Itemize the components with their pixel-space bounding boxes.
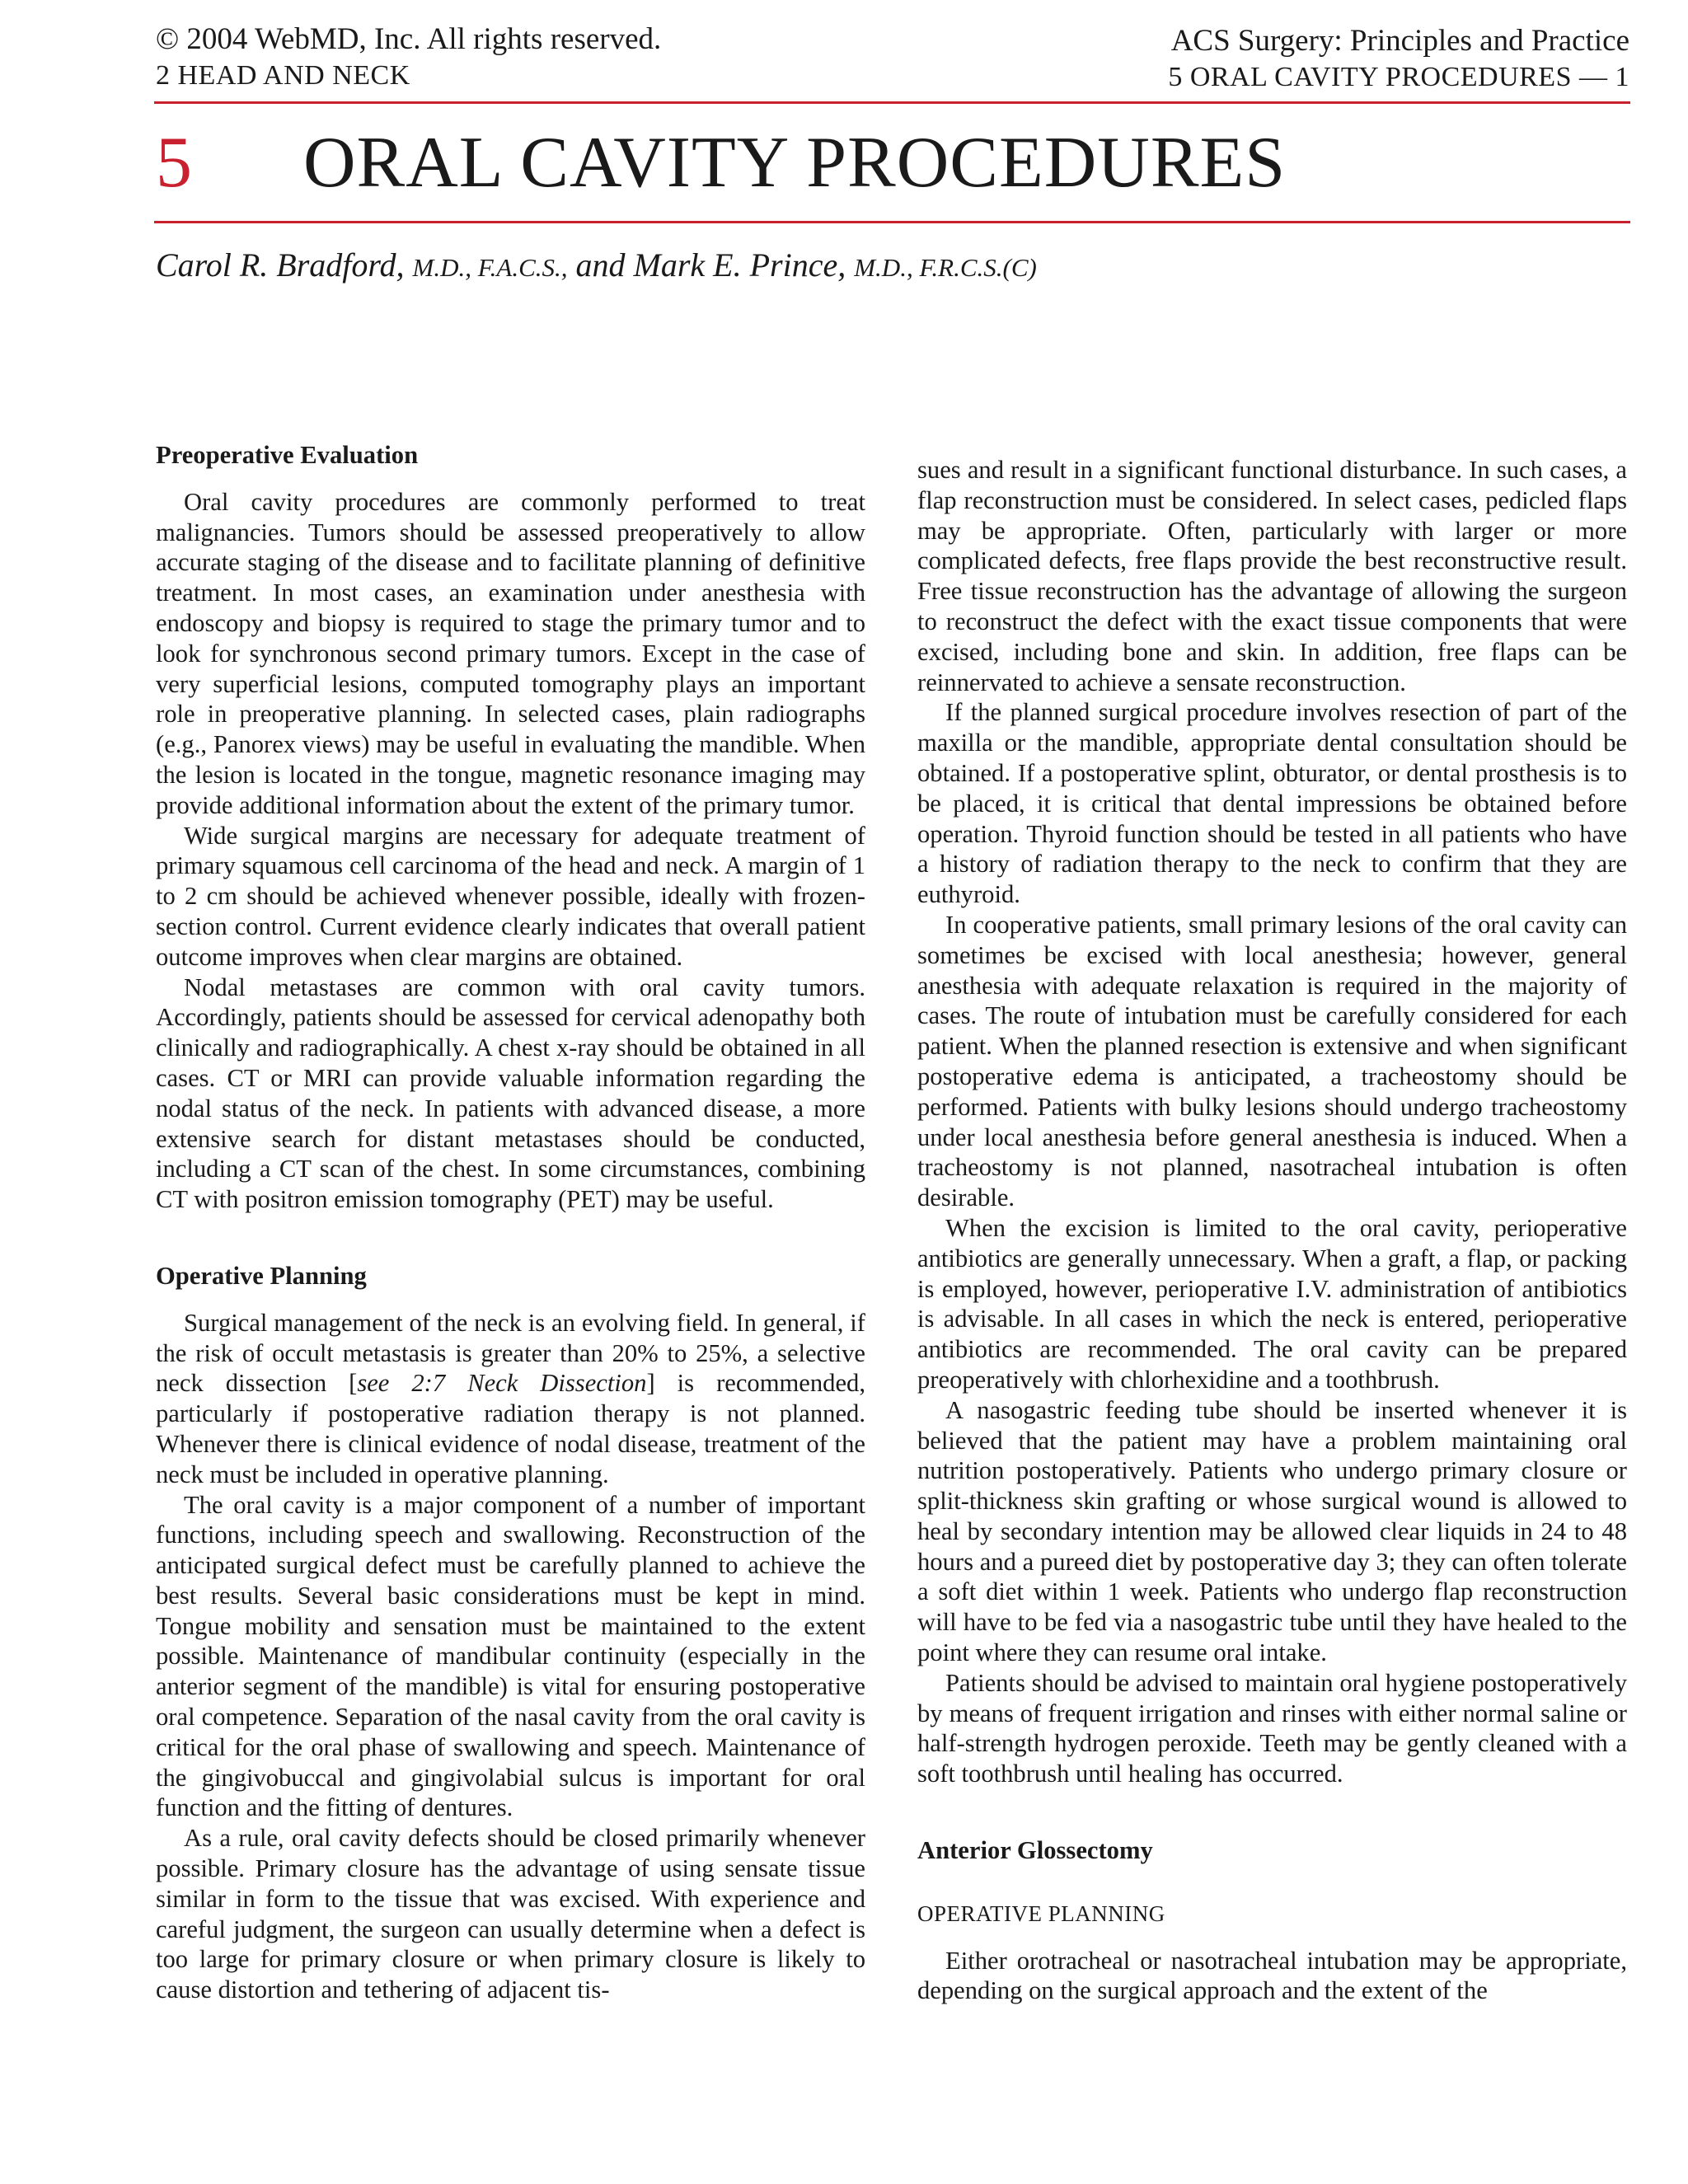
- section-heading-anterior-glossectomy: Anterior Glossectomy: [917, 1836, 1153, 1865]
- subheading-operative-planning: OPERATIVE PLANNING: [917, 1900, 1165, 1926]
- paragraph: sues and result in a significant functional disturbance. In such cases, a flap reconstruction must be considered. In select cases, pedicled flaps may be appropriate. Often, particularly with larger or more complicated defects, free flaps provide the best reconstructive result. Free tissue reconstruction has the advantage of allowing the surgeon to reconstruct the defect with the exact tissue components that were excised, including bone and skin. In addition, free flaps can be reinnervated to achieve a sensate reconstruction.: [917, 456, 1627, 696]
- chapter-title: ORAL CAVITY PROCEDURES: [303, 123, 1287, 203]
- author-1-name: Carol R. Bradford,: [156, 246, 405, 284]
- paragraph: Wide surgical margins are necessary for adequate treatment of primary squamous cell carcinoma of the head and neck. A margin of 1 to 2 cm should be achieved whenever possible, ideally with frozen-section control. Current evidence clearly indicates that overall patient outcome improves when clear margins are obtained.: [156, 821, 865, 971]
- author-2-name: Mark E. Prince,: [633, 246, 846, 284]
- paragraph: Patients should be advised to maintain oral hygiene postoperatively by means of frequent irrigation and rinses with either normal saline or half-strength hydrogen peroxide. Teeth may be gently cleaned with a soft toothbrush until healing has occurred.: [917, 1668, 1627, 1788]
- paragraph: If the planned surgical procedure involves resection of part of the maxilla or the mandible, appropriate dental consultation should be obtained. If a postoperative splint, obturator, or dental prosthesis is to be placed, it is critical that dental impressions be obtained before operation. Thyroid function should be tested in all patients who have a history of radiation therapy to the neck to confirm that they are euthyroid.: [917, 698, 1627, 909]
- chapter-page-label: 5 ORAL CAVITY PROCEDURES — 1: [1168, 62, 1629, 92]
- paragraph: Nodal metastases are common with oral cavity tumors. Accordingly, patients should be assessed for cervical adenopathy both clinically and radiographically. A chest x-ray should be obtained in all cases. CT or MRI can provide valuable information regarding the nodal status of the neck. In patients with advanced disease, a more extensive search for distant metastases should be conducted, including a CT scan of the chest. In some circumstances, combining CT with positron emission tomography (PET) may be useful.: [156, 972, 865, 1214]
- paragraph: Either orotracheal or nasotracheal intubation may be appropriate, depending on the surgical approach and the extent of the: [917, 1946, 1627, 2005]
- paragraph: A nasogastric feeding tube should be inserted whenever it is believed that the patient may have a problem maintaining oral nutrition postoperatively. Patients who undergo primary closure or split-thickness skin grafting or whose surgical wound is allowed to heal by secondary intention may be allowed clear liquids in 24 to 48 hours and a pureed diet by postoperative day 3; they can often tolerate a soft diet within 1 week. Patients who undergo flap reconstruction will have to be fed via a nasogastric tube until they have healed to the point where they can resume oral intake.: [917, 1395, 1627, 1667]
- copyright-line: © 2004 WebMD, Inc. All rights reserved.: [156, 22, 662, 56]
- section-heading-preoperative-evaluation: Preoperative Evaluation: [156, 441, 419, 469]
- right-column: [917, 455, 1627, 2006]
- author-1-credentials: M.D., F.A.C.S.,: [412, 253, 568, 282]
- left-column: [156, 440, 865, 2005]
- paragraph: When the excision is limited to the oral cavity, perioperative antibiotics are generally unnecessary. When a graft, a flap, or packing is employed, however, perioperative I.V. administration of antibiotics is advisable. In all cases in which the neck is entered, perioperative antibiotics are recommended. The oral cavity can be prepared preoperatively with chlorhexidine and a toothbrush.: [917, 1213, 1627, 1394]
- paragraph: In cooperative patients, small primary lesions of the oral cavity can sometimes be excised with local anesthesia; however, general anesthesia with adequate relaxation is required in the majority of cases. The route of intubation must be carefully considered for each patient. When the planned resection is extensive and when significant postoperative edema is anticipated, a tracheostomy should be performed. Patients with bulky lesions should undergo tracheostomy under local anesthesia before general anesthesia is induced. When a tracheostomy is not planned, nasotracheal intubation is often desirable.: [917, 910, 1627, 1212]
- paragraph-text: Surgical management of the neck is an evolving field. In general, if the risk of occult metastasis is greater than 20% to 25%, a selective neck dissection [: [156, 1308, 865, 1398]
- author-line: [156, 245, 1037, 288]
- header-rule: [154, 101, 1630, 104]
- cross-reference-link[interactable]: see 2:7 Neck Dissection: [357, 1369, 647, 1398]
- section-label: 2 HEAD AND NECK: [156, 60, 410, 91]
- running-header-left: [156, 21, 661, 94]
- title-rule: [154, 221, 1630, 223]
- paragraph: As a rule, oral cavity defects should be closed primarily whenever possible. Primary closure has the advantage of using sensate tissue similar in form to the tissue that was excised. With experience and careful judgment, the surgeon can usually determine when a defect is too large for primary closure or when primary closure is likely to cause distortion and tethering of adjacent tis-: [156, 1824, 865, 2004]
- chapter-number: 5: [156, 123, 192, 203]
- section-heading-operative-planning: Operative Planning: [156, 1261, 367, 1290]
- author-conjunction: and: [575, 246, 626, 284]
- author-2-credentials: M.D., F.R.C.S.(C): [854, 253, 1037, 282]
- paragraph-text: ] is recommended, particularly if postoperative radiation therapy is not planned. Whenever there is clinical evidence of nodal disease, treatment of the neck must be included in operative planning.: [156, 1369, 865, 1488]
- book-title: ACS Surgery: Principles and Practice: [1170, 24, 1629, 58]
- running-header-right: [1168, 23, 1629, 96]
- paragraph: Oral cavity procedures are commonly performed to treat malignancies. Tumors should be assessed preoperatively to allow accurate staging of the disease and to facilitate planning of definitive treatment. In most cases, an examination under anesthesia with endoscopy and biopsy is required to stage the primary tumor and to look for synchronous second primary tumors. Except in the case of very superficial lesions, computed tomography plays an important role in preoperative planning. In selected cases, plain radiographs (e.g., Panorex views) may be useful in evaluating the mandible. When the lesion is located in the tongue, magnetic resonance imaging may provide additional information about the extent of the primary tumor.: [156, 487, 865, 819]
- paragraph: The oral cavity is a major component of a number of important functions, including speech and swallowing. Reconstruction of the anticipated surgical defect must be carefully planned to achieve the best results. Several basic considerations must be kept in mind. Tongue mobility and sensation must be maintained to the extent possible. Maintenance of mandibular continuity (especially in the anterior segment of the mandible) is vital for ensuring postoperative oral competence. Separation of the nasal cavity from the oral cavity is critical for the oral phase of swallowing and speech. Maintenance of the gingivobuccal and gingivolabial sulcus is important for oral function and the fitting of dentures.: [156, 1490, 865, 1822]
- paragraph: [156, 1308, 865, 1490]
